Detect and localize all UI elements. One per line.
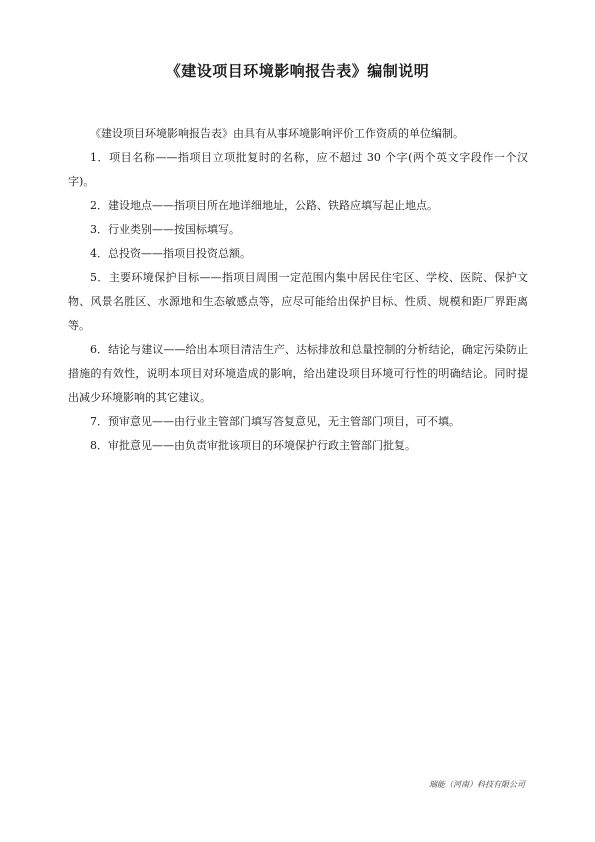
item-conclusion: 6．结论与建议——给出本项目清洁生产、达标排放和总量控制的分析结论，确定污染防止措施的有效性，说明本项目对环境造成的影响，给出建设项目环境可行性的明确结论。同时提出减少环境影响的其它建议。 [68,343,528,404]
document-title: 《建设项目环境影响报告表》编制说明 [165,62,430,80]
item-location: 2．建设地点——指项目所在地详细地址，公路、铁路应填写起止地点。 [90,199,438,212]
item-total-investment: 4．总投资——指项目投资总额。 [90,247,251,260]
item-preliminary-review: 7．预审意见——由行业主管部门填写答复意见，无主管部门项目，可不填。 [90,415,460,428]
intro-paragraph: 《建设项目环境影响报告表》由具有从事环境影响评价工作资质的单位编制。 [90,127,464,140]
item-project-name: 1．项目名称——指项目立项批复时的名称，应不超过 30 个字(两个英文字段作一个汉字)。 [68,151,528,188]
item-approval: 8．审批意见——由负责审批该项目的环境保护行政主管部门批复。 [90,439,416,452]
item-industry-category: 3．行业类别——按国标填写。 [90,223,240,236]
document-body [68,122,528,458]
footer-company: 瑞能（河南）科技有限公司 [429,780,525,789]
item-protection-targets: 5．主要环境保护目标——指项目周围一定范围内集中居民住宅区、学校、医院、保护文物、风景名胜区、水源地和生态敏感点等，应尽可能给出保护目标、性质、规模和距厂界距离等。 [68,271,528,332]
